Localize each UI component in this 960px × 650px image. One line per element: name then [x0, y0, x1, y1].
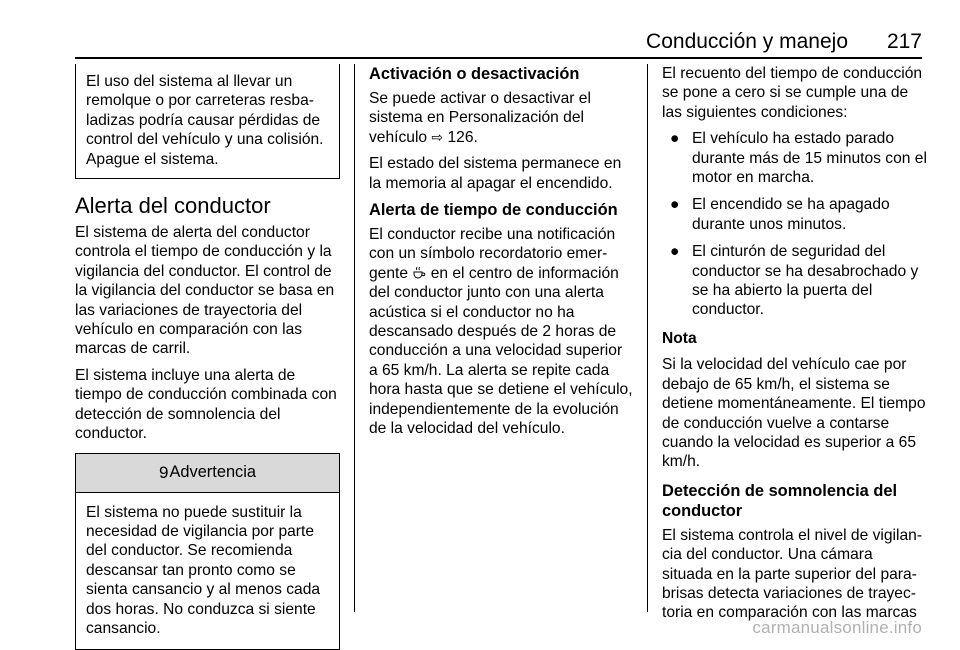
header-title: Conducción y manejo	[646, 30, 848, 54]
list-item	[662, 242, 927, 320]
paragraph-driver-alert-intro: El sistema de alerta del conductor controla el tiempo de conducción y la vigilancia del conductor. El control de la vigilancia del conductor se basa en las variaciones de trayectoria del vehículo en comparación con las marcas de carril.	[75, 223, 340, 359]
header-rule	[75, 57, 922, 59]
warning-body	[76, 493, 339, 650]
coffee-cup-icon	[412, 266, 426, 279]
page-reference-link[interactable]: 126.	[448, 129, 478, 146]
paragraph-reset-conditions: El recuento del tiempo de conducción se pone a cero si se cumple una de las siguientes condiciones:	[662, 64, 927, 122]
section-heading-driving-time-alert: Alerta de tiempo de conducción	[369, 200, 634, 220]
continued-warning-box	[75, 64, 340, 179]
column-divider-1	[354, 64, 355, 612]
warning-header	[76, 454, 339, 493]
column-left	[75, 64, 340, 650]
note-text: Si la velocidad del vehículo cae por debajo de 65 km/h, el sistema se detiene momentáneamente. El tiempo de conducción vuelve a contarse cuando la velocidad es superior a 65 km/h.	[662, 355, 927, 471]
list-item-text: El cinturón de seguridad del conductor se ha desabrochado y se ha abierto la puerta del conductor.	[692, 243, 918, 318]
paragraph-memory-state: El estado del sistema permanece en la memoria al apagar el encendido.	[369, 154, 634, 193]
page-number: 217	[887, 30, 922, 54]
list-item-text: El encendido se ha apagado durante unos minutos.	[692, 196, 890, 232]
paragraph-driving-time-alert	[369, 225, 634, 438]
bullet-icon: ●	[670, 129, 679, 148]
column-middle	[369, 64, 634, 446]
page-reference-icon: ⇨	[431, 129, 443, 145]
continued-warning-text: El uso del sistema al llevar un remolque o por carreteras resba-ladizas podría causar pérdidas de control del vehículo y una colisión. Apague el sistema.	[86, 72, 329, 169]
list-item-text: El vehículo ha estado parado durante más de 15 minutos con el motor en marcha.	[692, 130, 927, 186]
paragraph-drowsiness-detection: El sistema controla el nivel de vigilan-cia del conductor. Una cámara situada en la parte superior del para-brisas detecta variaciones de trayec-toria en comparación con las marcas	[662, 526, 927, 623]
list-item	[662, 195, 927, 234]
warning-box	[75, 453, 340, 650]
column-divider-2	[647, 64, 648, 612]
section-heading-driver-alert: Alerta del conductor	[75, 193, 340, 219]
section-heading-drowsiness-detection: Detección de somnolencia del conductor	[662, 481, 927, 521]
driving-time-text-start: El conductor recibe una notificación con un símbolo recordatorio emer-gente	[369, 226, 615, 282]
warning-title: Advertencia	[169, 463, 256, 482]
list-item	[662, 129, 927, 187]
paragraph-activation	[369, 89, 634, 147]
driving-time-text-end: en el centro de información del conductor junto con una alerta acústica si el conductor no ha descansado después de 2 horas de conducción a una velocidad superior a 65 km/h. La alerta se repite cada hora hasta que se detiene el vehículo, independientemente de la evolución de la velocidad del vehículo.	[369, 265, 633, 437]
section-heading-activation: Activación o desactivación	[369, 64, 634, 84]
bullet-icon: ●	[670, 242, 679, 261]
bullet-icon: ●	[670, 195, 679, 214]
activation-text: Se puede activar o desactivar el sistema en Personalización del vehículo	[369, 90, 591, 146]
warning-icon: 9	[159, 463, 168, 482]
warning-text: El sistema no puede sustituir la necesidad de vigilancia por parte del conductor. Se recomienda descansar tan pronto como se sienta cansancio y al menos cada dos horas. No conduzca si siente cansancio.	[86, 503, 329, 639]
column-right	[662, 64, 927, 630]
reset-conditions-list	[662, 129, 927, 320]
paragraph-driver-alert-includes: El sistema incluye una alerta de tiempo de conducción combinada con detección de somnolencia del conductor.	[75, 366, 340, 444]
note-label: Nota	[662, 329, 927, 348]
watermark: carmanualsonline.info	[752, 618, 922, 638]
